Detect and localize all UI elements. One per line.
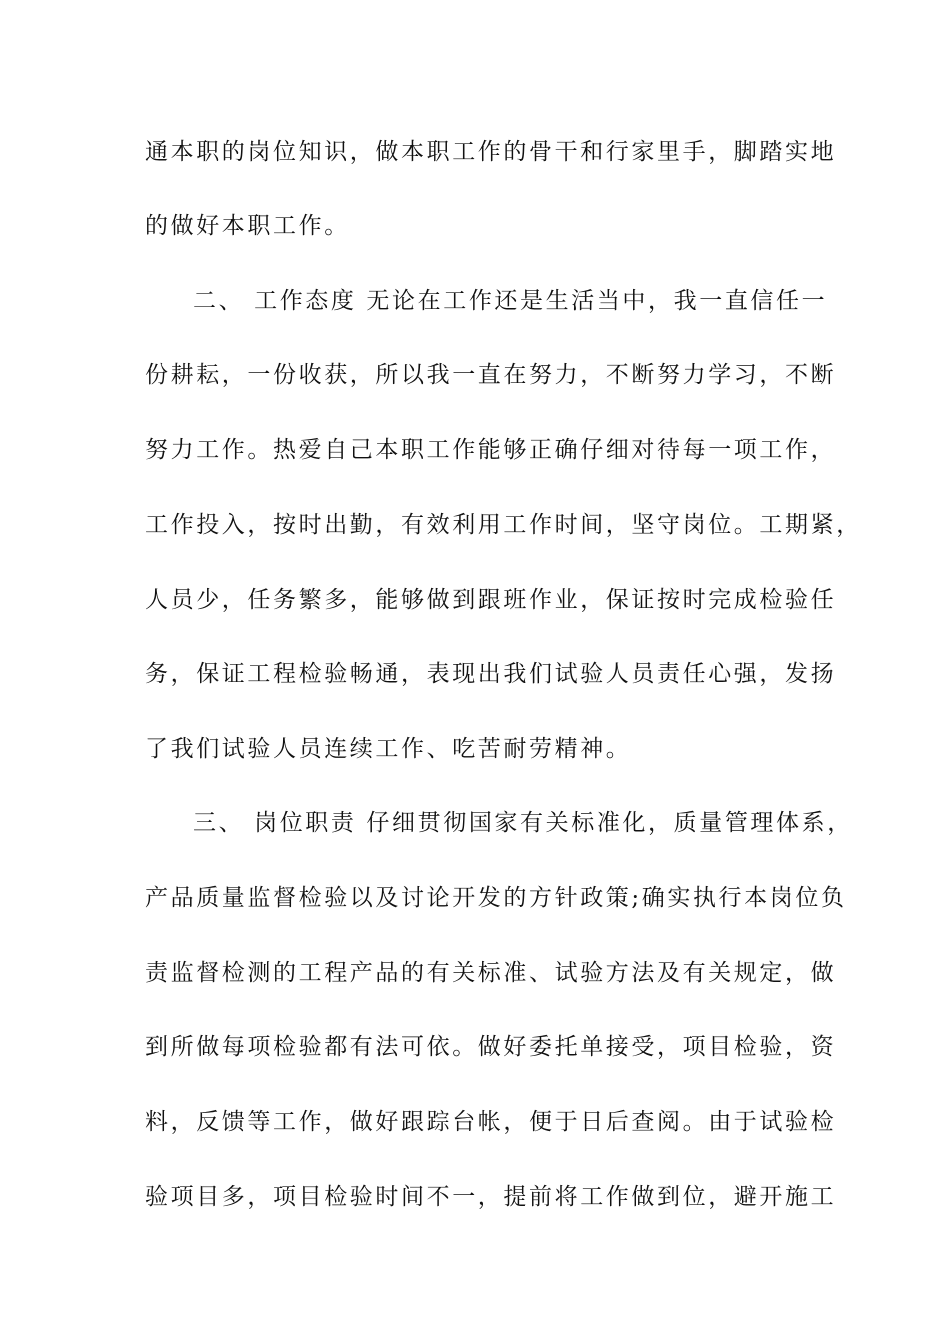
text-line: 了我们试验人员连续工作、吃苦耐劳精神。 (145, 736, 632, 762)
text-line: 努力工作。热爱自己本职工作能够正确仔细对待每一项工作， (145, 437, 837, 463)
text-line: 通本职的岗位知识，做本职工作的骨干和行家里手，脚踏实地 (145, 139, 837, 165)
text-line: 份耕耘，一份收获，所以我一直在努力，不断努力学习，不断 (145, 362, 837, 388)
section-heading-line: 三、 岗位职责 仔细贯彻国家有关标准化，质量管理体系， (193, 810, 853, 836)
text-line: 验项目多，项目检验时间不一，提前将工作做到位，避开施工 (145, 1184, 837, 1210)
section-heading-line: 二、 工作态度 无论在工作还是生活当中，我一直信任一 (193, 288, 828, 314)
text-line: 到所做每项检验都有法可依。做好委托单接受，项目检验，资 (145, 1034, 837, 1060)
text-line: 料，反馈等工作，做好跟踪台帐，便于日后查阅。由于试验检 (145, 1109, 837, 1135)
text-line: 产品质量监督检验以及讨论开发的方针政策;确实执行本岗位负 (145, 885, 847, 911)
text-line: 人员少，任务繁多，能够做到跟班作业，保证按时完成检验任 (145, 587, 837, 613)
text-line: 的做好本职工作。 (145, 213, 350, 239)
text-line: 工作投入，按时出勤，有效利用工作时间，坚守岗位。工期紧， (145, 512, 862, 538)
text-line: 务，保证工程检验畅通，表现出我们试验人员责任心强，发扬 (145, 661, 837, 687)
text-line: 责监督检测的工程产品的有关标准、试验方法及有关规定，做 (145, 960, 837, 986)
